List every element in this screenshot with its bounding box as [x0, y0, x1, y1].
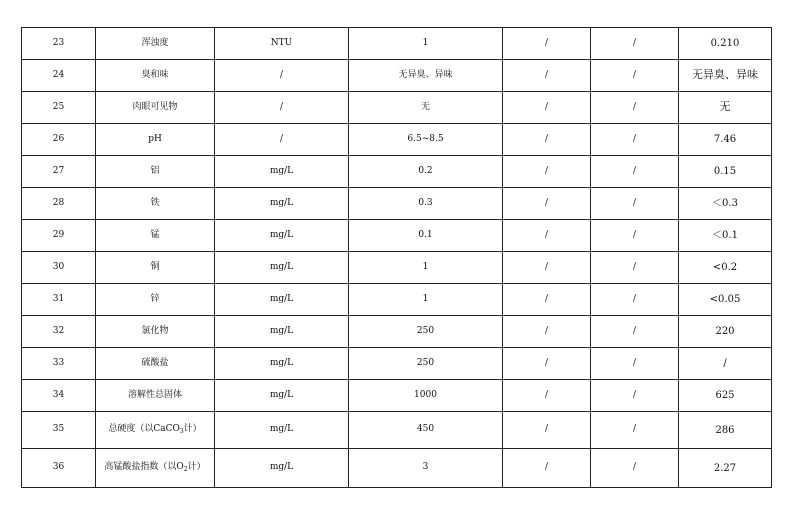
item-name: 硫酸盐	[96, 348, 215, 380]
limit-cell: 250	[349, 316, 503, 348]
slash-cell: /	[591, 60, 679, 92]
slash-cell: /	[591, 124, 679, 156]
row-number: 24	[22, 60, 96, 92]
slash-cell: /	[503, 380, 591, 412]
slash-cell: /	[503, 92, 591, 124]
unit-cell: mg/L	[215, 316, 349, 348]
limit-cell: 0.1	[349, 220, 503, 252]
limit-cell: 3	[349, 449, 503, 488]
item-name: 肉眼可见物	[96, 92, 215, 124]
slash-cell: /	[591, 188, 679, 220]
result-cell: 286	[679, 412, 772, 449]
table-row	[22, 60, 772, 92]
slash-cell: /	[503, 449, 591, 488]
row-number: 34	[22, 380, 96, 412]
item-name: 浑浊度	[96, 28, 215, 60]
item-name: 溶解性总固体	[96, 380, 215, 412]
table-row	[22, 316, 772, 348]
slash-cell: /	[591, 449, 679, 488]
slash-cell: /	[591, 252, 679, 284]
table-row	[22, 220, 772, 252]
result-cell: ＜0.3	[679, 188, 772, 220]
item-name: 臭和味	[96, 60, 215, 92]
limit-cell: 无	[349, 92, 503, 124]
unit-cell: mg/L	[215, 412, 349, 449]
result-cell: <0.2	[679, 252, 772, 284]
limit-cell: 1	[349, 284, 503, 316]
water-quality-table	[21, 27, 772, 488]
row-number: 35	[22, 412, 96, 449]
item-name-suffix: 计）	[187, 462, 206, 473]
slash-cell: /	[591, 220, 679, 252]
row-number: 23	[22, 28, 96, 60]
slash-cell: /	[591, 316, 679, 348]
row-number: 36	[22, 449, 96, 488]
unit-cell: mg/L	[215, 380, 349, 412]
item-name-prefix: 高锰酸盐指数（以O	[104, 462, 184, 473]
result-cell: ＜0.1	[679, 220, 772, 252]
slash-cell: /	[591, 412, 679, 449]
result-cell: 0.210	[679, 28, 772, 60]
table-row	[22, 252, 772, 284]
item-name: pH	[96, 124, 215, 156]
result-cell: 625	[679, 380, 772, 412]
table-row	[22, 348, 772, 380]
row-number: 30	[22, 252, 96, 284]
unit-cell: NTU	[215, 28, 349, 60]
unit-cell: mg/L	[215, 284, 349, 316]
unit-cell: mg/L	[215, 449, 349, 488]
unit-cell: /	[215, 92, 349, 124]
unit-cell: /	[215, 124, 349, 156]
item-name-subscript: 3	[179, 428, 184, 436]
slash-cell: /	[503, 60, 591, 92]
limit-cell: 0.2	[349, 156, 503, 188]
item-name: 锌	[96, 284, 215, 316]
row-number: 31	[22, 284, 96, 316]
unit-cell: mg/L	[215, 252, 349, 284]
slash-cell: /	[591, 380, 679, 412]
slash-cell: /	[503, 284, 591, 316]
slash-cell: /	[591, 348, 679, 380]
unit-cell: mg/L	[215, 220, 349, 252]
item-name: 锰	[96, 220, 215, 252]
row-number: 26	[22, 124, 96, 156]
slash-cell: /	[503, 412, 591, 449]
table-row	[22, 28, 772, 60]
result-cell: /	[679, 348, 772, 380]
slash-cell: /	[503, 220, 591, 252]
row-number: 32	[22, 316, 96, 348]
limit-cell: 0.3	[349, 188, 503, 220]
slash-cell: /	[591, 284, 679, 316]
limit-cell: 1	[349, 252, 503, 284]
table-row	[22, 412, 772, 449]
row-number: 33	[22, 348, 96, 380]
limit-cell: 无异臭、异味	[349, 60, 503, 92]
slash-cell: /	[503, 252, 591, 284]
result-cell: 无异臭、异味	[679, 60, 772, 92]
item-name	[96, 412, 215, 449]
row-number: 29	[22, 220, 96, 252]
limit-cell: 1	[349, 28, 503, 60]
unit-cell: mg/L	[215, 188, 349, 220]
result-cell: 2.27	[679, 449, 772, 488]
slash-cell: /	[503, 124, 591, 156]
slash-cell: /	[591, 28, 679, 60]
result-cell: 0.15	[679, 156, 772, 188]
item-name	[96, 449, 215, 488]
slash-cell: /	[503, 28, 591, 60]
limit-cell: 1000	[349, 380, 503, 412]
unit-cell: /	[215, 60, 349, 92]
item-name: 铝	[96, 156, 215, 188]
slash-cell: /	[503, 316, 591, 348]
limit-cell: 250	[349, 348, 503, 380]
table-row	[22, 284, 772, 316]
table-row	[22, 124, 772, 156]
row-number: 27	[22, 156, 96, 188]
slash-cell: /	[503, 348, 591, 380]
item-name: 铁	[96, 188, 215, 220]
slash-cell: /	[591, 92, 679, 124]
table-row	[22, 449, 772, 488]
limit-cell: 450	[349, 412, 503, 449]
table-row	[22, 92, 772, 124]
result-cell: <0.05	[679, 284, 772, 316]
unit-cell: mg/L	[215, 348, 349, 380]
result-cell: 220	[679, 316, 772, 348]
result-cell: 7.46	[679, 124, 772, 156]
row-number: 25	[22, 92, 96, 124]
slash-cell: /	[591, 156, 679, 188]
table-row	[22, 156, 772, 188]
table-row	[22, 380, 772, 412]
result-cell: 无	[679, 92, 772, 124]
item-name-suffix: 计）	[183, 424, 202, 435]
unit-cell: mg/L	[215, 156, 349, 188]
item-name-subscript: 2	[183, 466, 188, 474]
item-name: 氯化物	[96, 316, 215, 348]
table-row	[22, 188, 772, 220]
item-name-prefix: 总硬度（以CaCO	[108, 424, 180, 435]
row-number: 28	[22, 188, 96, 220]
slash-cell: /	[503, 156, 591, 188]
limit-cell: 6.5~8.5	[349, 124, 503, 156]
slash-cell: /	[503, 188, 591, 220]
item-name: 铜	[96, 252, 215, 284]
